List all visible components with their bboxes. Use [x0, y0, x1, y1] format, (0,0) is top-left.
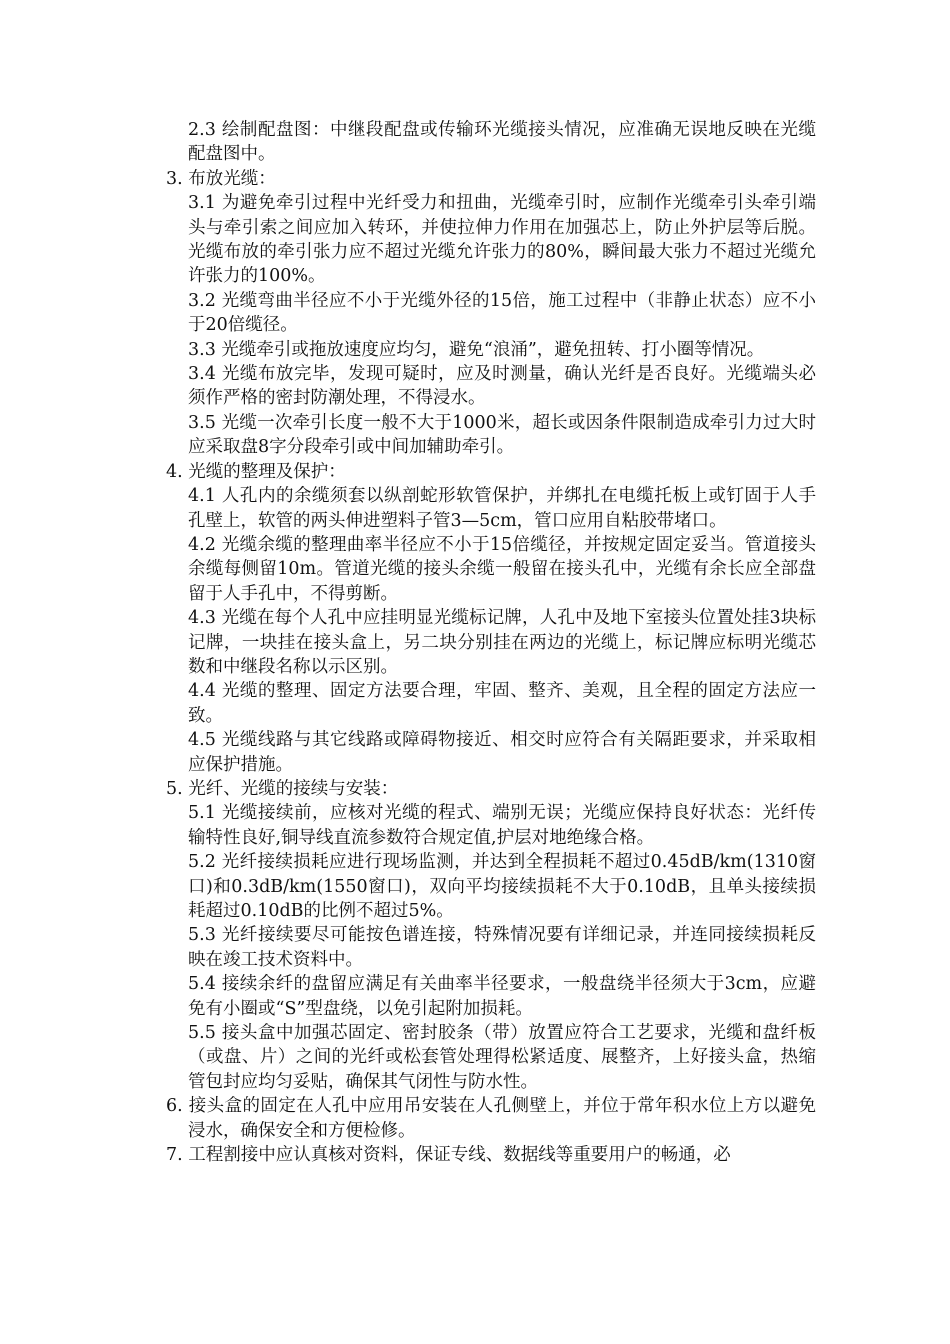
paragraph-3-3: 3.3 光缆牵引或拖放速度应均匀，避免“浪涌”，避免扭转、打小圈等情况。	[188, 339, 765, 360]
paragraph-3-4: 3.4 光缆布放完毕，发现可疑时，应及时测量，确认光纤是否良好。光缆端头必须作严格的密封防潮处理，不得浸水。	[188, 364, 816, 409]
paragraph-5-1: 5.1 光缆接续前，应核对光缆的程式、端别无误；光缆应保持良好状态：光纤传输特性良好,铜导线直流参数符合规定值,护层对地绝缘合格。	[188, 803, 816, 848]
section-heading-5: 5. 光纤、光缆的接续与安装：	[166, 778, 399, 799]
paragraph-5-4: 5.4 接续余纤的盘留应满足有关曲率半径要求，一般盘绕半径须大于3cm，应避免有小圈或“S”型盘绕，以免引起附加损耗。	[188, 974, 816, 1019]
paragraph-3-2: 3.2 光缆弯曲半径应不小于光缆外径的15倍，施工过程中（非静止状态）应不小于20倍缆径。	[188, 290, 816, 336]
paragraph-5-2: 5.2 光纤接续损耗应进行现场监测，并达到全程损耗不超过0.45dB/km(1310窗口)和0.3dB/km(1550窗口)，双向平均接续损耗不大于0.10dB，且单头接续损耗超过0.10dB的比例不超过5%。	[188, 852, 816, 921]
paragraph-4-3: 4.3 光缆在每个人孔中应挂明显光缆标记牌，人孔中及地下室接头位置处挂3块标记牌，一块挂在接头盒上，另二块分别挂在两边的光缆上，标记牌应标明光缆芯数和中继段名称以示区别。	[188, 608, 816, 677]
section-heading-4: 4. 光缆的整理及保护：	[166, 461, 346, 482]
section-item-7: 7. 工程割接中应认真核对资料，保证专线、数据线等重要用户的畅通，必	[166, 1145, 731, 1166]
document-body	[166, 118, 816, 1167]
section-heading-3: 3. 布放光缆：	[166, 168, 276, 189]
paragraph-5-5: 5.5 接头盒中加强芯固定、密封胶条（带）放置应符合工艺要求，光缆和盘纤板（或盘、片）之间的光纤或松套管处理得松紧适度、展整齐，上好接头盒，热缩管包封应均匀妥贴，确保其气闭性与防水性。	[188, 1023, 816, 1092]
paragraph-4-1: 4.1 人孔内的余缆须套以纵剖蛇形软管保护，并绑扎在电缆托板上或钉固于人手孔壁上，软管的两头伸进塑料子管3—5cm，管口应用自粘胶带堵口。	[188, 486, 816, 531]
paragraph-5-3: 5.3 光纤接续要尽可能按色谱连接，特殊情况要有详细记录，并连同接续损耗反映在竣工技术资料中。	[188, 925, 816, 970]
paragraph-4-5: 4.5 光缆线路与其它线路或障碍物接近、相交时应符合有关隔距要求，并采取相应保护措施。	[188, 730, 816, 775]
section-item-6: 6. 接头盒的固定在人孔中应用吊安装在人孔侧壁上，并位于常年积水位上方以避免浸水，确保安全和方便检修。	[166, 1096, 816, 1141]
paragraph-4-2: 4.2 光缆余缆的整理曲率半径应不小于15倍缆径，并按规定固定妥当。管道接头余缆每侧留10m。管道光缆的接头余缆一般留在接头孔中，光缆有余长应全部盘留于人手孔中，不得剪断。	[188, 534, 816, 604]
paragraph-4-4: 4.4 光缆的整理、固定方法要合理，牢固、整齐、美观，且全程的固定方法应一致。	[188, 681, 816, 726]
paragraph-3-1: 3.1 为避免牵引过程中光纤受力和扭曲，光缆牵引时，应制作光缆牵引头牵引端头与牵引索之间应加入转环，并使拉伸力作用在加强芯上，防止外护层等后脱。光缆布放的牵引张力应不超过光缆允许张力的80%，瞬间最大张力不超过光缆允许张力的100%。	[188, 193, 816, 287]
paragraph-3-5: 3.5 光缆一次牵引长度一般不大于1000米，超长或因条件限制造成牵引力过大时应采取盘8字分段牵引或中间加辅助牵引。	[188, 412, 816, 458]
paragraph-2-3: 2.3 绘制配盘图：中继段配盘或传输环光缆接头情况，应准确无误地反映在光缆配盘图中。	[188, 120, 816, 165]
